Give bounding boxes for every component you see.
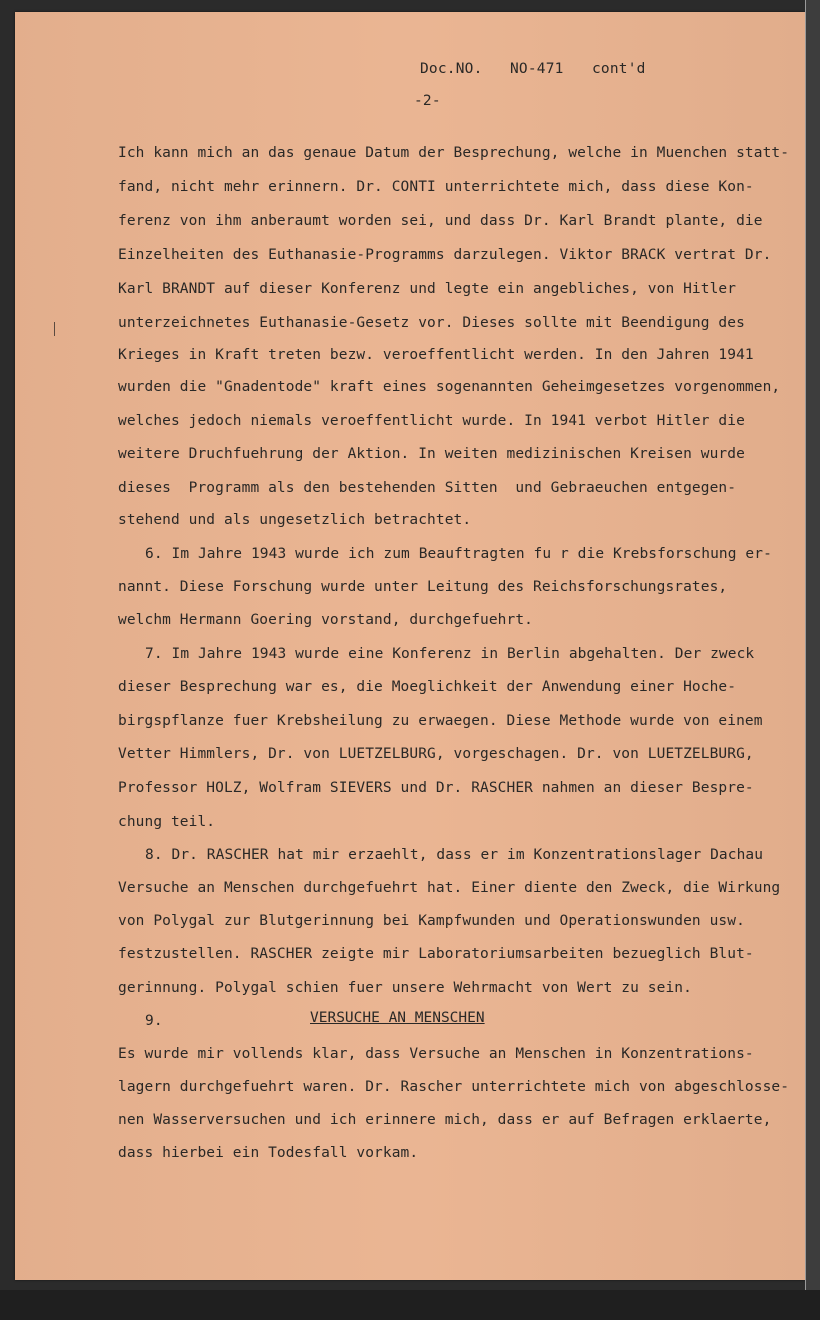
doc-number: NO-471 bbox=[510, 61, 564, 77]
page-number: -2- bbox=[414, 93, 441, 109]
text-line: dieses Programm als den bestehenden Sitten und Gebraeuchen entgegen- bbox=[118, 480, 737, 496]
scanner-edge bbox=[805, 0, 820, 1290]
text-line: stehend und als ungesetzlich betrachtet. bbox=[118, 512, 472, 528]
text-line: ferenz von ihm anberaumt worden sei, und dass Dr. Karl Brandt plante, die bbox=[118, 213, 763, 229]
text-line: Versuche an Menschen durchgefuehrt hat. Einer diente den Zweck, die Wirkung bbox=[118, 880, 781, 896]
text-line: birgspflanze fuer Krebsheilung zu erwaegen. Diese Methode wurde von einem bbox=[118, 713, 763, 729]
text-line: wurden die "Gnadentode" kraft eines sogenannten Geheimgesetzes vorgenommen, bbox=[118, 379, 781, 395]
text-line: gerinnung. Polygal schien fuer unsere Wehrmacht von Wert zu sein. bbox=[118, 980, 692, 996]
text-line: welchm Hermann Goering vorstand, durchgefuehrt. bbox=[118, 612, 533, 628]
text-line: welches jedoch niemals veroeffentlicht wurde. In 1941 verbot Hitler die bbox=[118, 413, 745, 429]
text-line: Es wurde mir vollends klar, dass Versuche an Menschen in Konzentrations- bbox=[118, 1046, 754, 1062]
text-line: 6. Im Jahre 1943 wurde ich zum Beauftragten fu r die Krebsforschung er- bbox=[145, 546, 772, 562]
text-line: Professor HOLZ, Wolfram SIEVERS und Dr. RASCHER nahmen an dieser Bespre- bbox=[118, 780, 754, 796]
text-line: fand, nicht mehr erinnern. Dr. CONTI unterrichtete mich, dass diese Kon- bbox=[118, 179, 754, 195]
paragraph-number: 9. bbox=[145, 1013, 163, 1029]
text-line: festzustellen. RASCHER zeigte mir Laboratoriumsarbeiten bezueglich Blut- bbox=[118, 946, 754, 962]
text-line: chung teil. bbox=[118, 814, 216, 830]
text-line: Krieges in Kraft treten bezw. veroeffentlicht werden. In den Jahren 1941 bbox=[118, 347, 754, 363]
text-line: Ich kann mich an das genaue Datum der Besprechung, welche in Muenchen statt- bbox=[118, 145, 790, 161]
text-line: Karl BRANDT auf dieser Konferenz und legte ein angebliches, von Hitler bbox=[118, 281, 737, 297]
text-line: nannt. Diese Forschung wurde unter Leitung des Reichsforschungsrates, bbox=[118, 579, 728, 595]
doc-label: Doc.NO. bbox=[420, 61, 483, 77]
text-line: lagern durchgefuehrt waren. Dr. Rascher unterrichtete mich von abgeschlosse- bbox=[118, 1079, 790, 1095]
text-line: unterzeichnetes Euthanasie-Gesetz vor. Dieses sollte mit Beendigung des bbox=[118, 315, 745, 331]
text-line: 7. Im Jahre 1943 wurde eine Konferenz in Berlin abgehalten. Der zweck bbox=[145, 646, 755, 662]
section-heading: VERSUCHE AN MENSCHEN bbox=[310, 1010, 485, 1026]
text-line: dass hierbei ein Todesfall vorkam. bbox=[118, 1145, 419, 1161]
text-line: nen Wasserversuchen und ich erinnere mich, dass er auf Befragen erklaerte, bbox=[118, 1112, 772, 1128]
margin-mark bbox=[54, 322, 55, 336]
scanner-bottom bbox=[0, 1290, 820, 1320]
text-line: Einzelheiten des Euthanasie-Programms darzulegen. Viktor BRACK vertrat Dr. bbox=[118, 247, 772, 263]
text-line: Vetter Himmlers, Dr. von LUETZELBURG, vorgeschagen. Dr. von LUETZELBURG, bbox=[118, 746, 754, 762]
contd-label: cont'd bbox=[592, 61, 646, 77]
text-line: weitere Druchfuehrung der Aktion. In weiten medizinischen Kreisen wurde bbox=[118, 446, 745, 462]
text-line: dieser Besprechung war es, die Moeglichkeit der Anwendung einer Hoche- bbox=[118, 679, 737, 695]
text-line: von Polygal zur Blutgerinnung bei Kampfwunden und Operationswunden usw. bbox=[118, 913, 745, 929]
text-line: 8. Dr. RASCHER hat mir erzaehlt, dass er im Konzentrationslager Dachau bbox=[145, 847, 764, 863]
